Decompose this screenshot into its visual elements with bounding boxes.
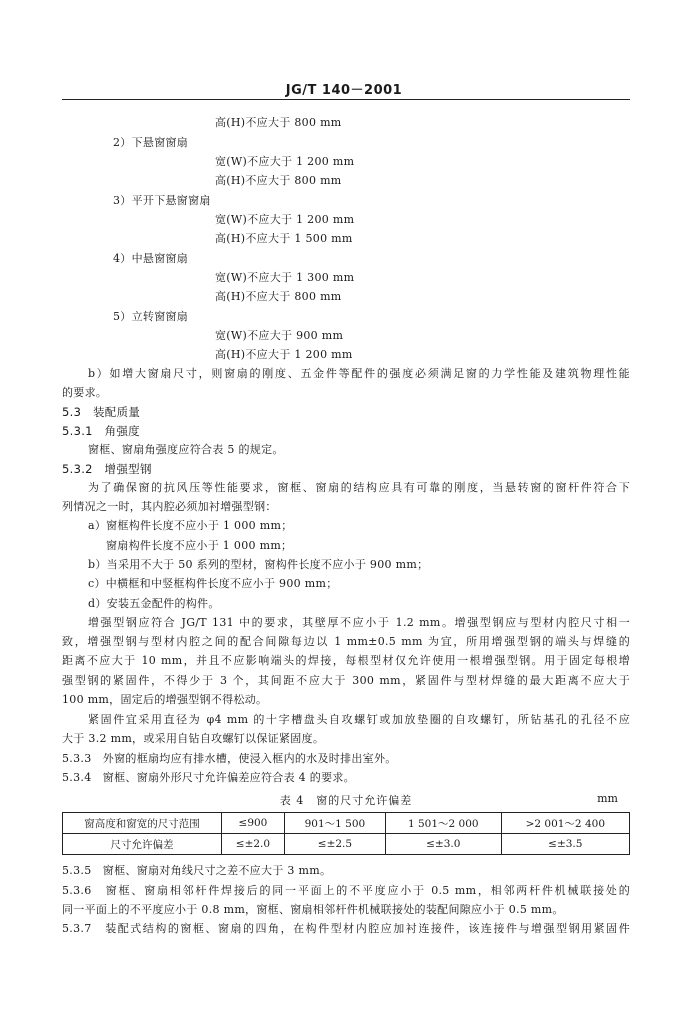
list-item: a）窗框构件长度不应小于 1 000 mm； <box>88 519 293 532</box>
clause-5-3-7: 5.3.7 装配式结构的窗框、窗扇的四角，在构件型材内腔应加衬连接件，该连接件与增强型钢用紧固件 <box>62 922 630 935</box>
list-item: c）中横框和中竖框构件长度不应小于 900 mm； <box>88 577 338 590</box>
text-line: 宽(W)不应大于 1 200 mm <box>215 213 355 226</box>
text-line: 宽(W)不应大于 1 300 mm <box>215 271 355 284</box>
list-item: d）安装五金配件的构件。 <box>88 597 220 610</box>
clause-5-3-6: 5.3.6 窗框、窗扇相邻杆件焊接后的同一平面上的不平度应小于 0.5 mm，相邻两杆件机械联接处的 <box>62 884 630 897</box>
list-item: 窗扇构件长度不应小于 1 000 mm； <box>106 539 293 552</box>
clause-5-3-5: 5.3.5 窗框、窗扇对角线尺寸之差不应大于 3 mm。 <box>62 864 332 877</box>
subsection-heading: 5.3.1 角强度 <box>62 424 140 438</box>
list-item: 2）下悬窗窗扇 <box>113 136 189 149</box>
paragraph-line: 窗框、窗扇角强度应符合表 5 的规定。 <box>88 443 284 456</box>
list-item: 3）平开下悬窗窗扇 <box>113 194 211 207</box>
text-line: 高(H)不应大于 1 500 mm <box>215 232 353 245</box>
table-cell: 尺寸允许偏差 <box>63 834 222 855</box>
table-cell: >2 001～2 400 <box>501 813 629 834</box>
paragraph-line: 为了确保窗的抗风压等性能要求，窗框、窗扇的结构应具有可靠的刚度，当悬转窗的窗杆件符合下 <box>88 481 630 494</box>
table-cell: ≤±3.5 <box>501 834 629 855</box>
paragraph-line: 致，增强型钢与型材内腔之间的配合间隙每边以 1 mm±0.5 mm 为宜，所用增强型钢的端头与焊缝的 <box>62 635 630 648</box>
table-cell: ≤900 <box>222 813 285 834</box>
paragraph-line: b）如增大窗扇尺寸，则窗扇的刚度、五金件等配件的强度必须满足窗的力学性能及建筑物理性能 <box>88 367 630 380</box>
table-cell: 1 501～2 000 <box>385 813 501 834</box>
header-rule <box>62 99 630 100</box>
paragraph-line: 大于 3.2 mm，或采用自钻自攻螺钉以保证紧固度。 <box>62 732 325 745</box>
table-caption: 表 4 窗的尺寸允许偏差 <box>279 794 413 807</box>
paragraph-line: 100 mm，固定后的增强型钢不得松动。 <box>62 693 268 706</box>
text-line: 高(H)不应大于 800 mm <box>215 116 342 129</box>
table-caption-row <box>62 792 630 808</box>
table-unit: mm <box>597 792 618 805</box>
clause-5-3-4: 5.3.4 窗框、窗扇外形尺寸允许偏差应符合表 4 的要求。 <box>62 771 355 784</box>
paragraph-line: 强型钢的紧固件，不得少于 3 个，其间距不应大于 300 mm，紧固件与型材焊缝的最大距离不应大于 <box>62 674 630 687</box>
clause-5-3-3: 5.3.3 外窗的框扇均应有排水槽，使浸入框内的水及时排出室外。 <box>62 752 397 765</box>
list-item: 5）立转窗窗扇 <box>113 310 189 323</box>
section-heading: 5.3 装配质量 <box>62 405 141 419</box>
text-line: 宽(W)不应大于 1 200 mm <box>215 155 355 168</box>
paragraph-line: 同一平面上的不平度应小于 0.8 mm，窗框、窗扇相邻杆件机械联接处的装配间隙应小于 0.5 mm。 <box>62 903 564 916</box>
table-cell: ≤±2.0 <box>222 834 285 855</box>
text-line: 高(H)不应大于 800 mm <box>215 290 342 303</box>
text-line: 宽(W)不应大于 900 mm <box>215 329 344 342</box>
paragraph-line: 距离不应大于 10 mm，并且不应影响端头的焊接，每根型材仅允许使用一根增强型钢。用于固定每根增 <box>62 654 630 667</box>
table-row <box>63 813 630 834</box>
standard-code-header: JG/T 140－2001 <box>285 83 403 98</box>
paragraph-line: 列情况之一时，其内腔必须加衬增强型钢： <box>62 500 277 513</box>
text-line: 高(H)不应大于 1 200 mm <box>215 348 353 361</box>
table-cell: 窗高度和窗宽的尺寸范围 <box>63 813 222 834</box>
subsection-heading: 5.3.2 增强型钢 <box>62 462 152 476</box>
list-item: b）当采用不大于 50 系列的型材，窗构件长度不应小于 900 mm； <box>88 558 429 571</box>
paragraph-line: 紧固件宜采用直径为 φ4 mm 的十字槽盘头自攻螺钉或加放垫圈的自攻螺钉，所钻基孔的孔径不应 <box>88 713 630 726</box>
table-cell: ≤±2.5 <box>284 834 385 855</box>
list-item: 4）中悬窗窗扇 <box>113 252 189 265</box>
paragraph-line: 的要求。 <box>62 386 108 399</box>
text-line: 高(H)不应大于 800 mm <box>215 174 342 187</box>
table-cell: ≤±3.0 <box>385 834 501 855</box>
table-cell: 901～1 500 <box>284 813 385 834</box>
paragraph-line: 增强型钢应符合 JG/T 131 中的要求，其壁厚不应小于 1.2 mm。增强型钢应与型材内腔尺寸相一 <box>88 616 630 629</box>
table-row <box>63 834 630 855</box>
tolerance-table <box>62 812 630 855</box>
